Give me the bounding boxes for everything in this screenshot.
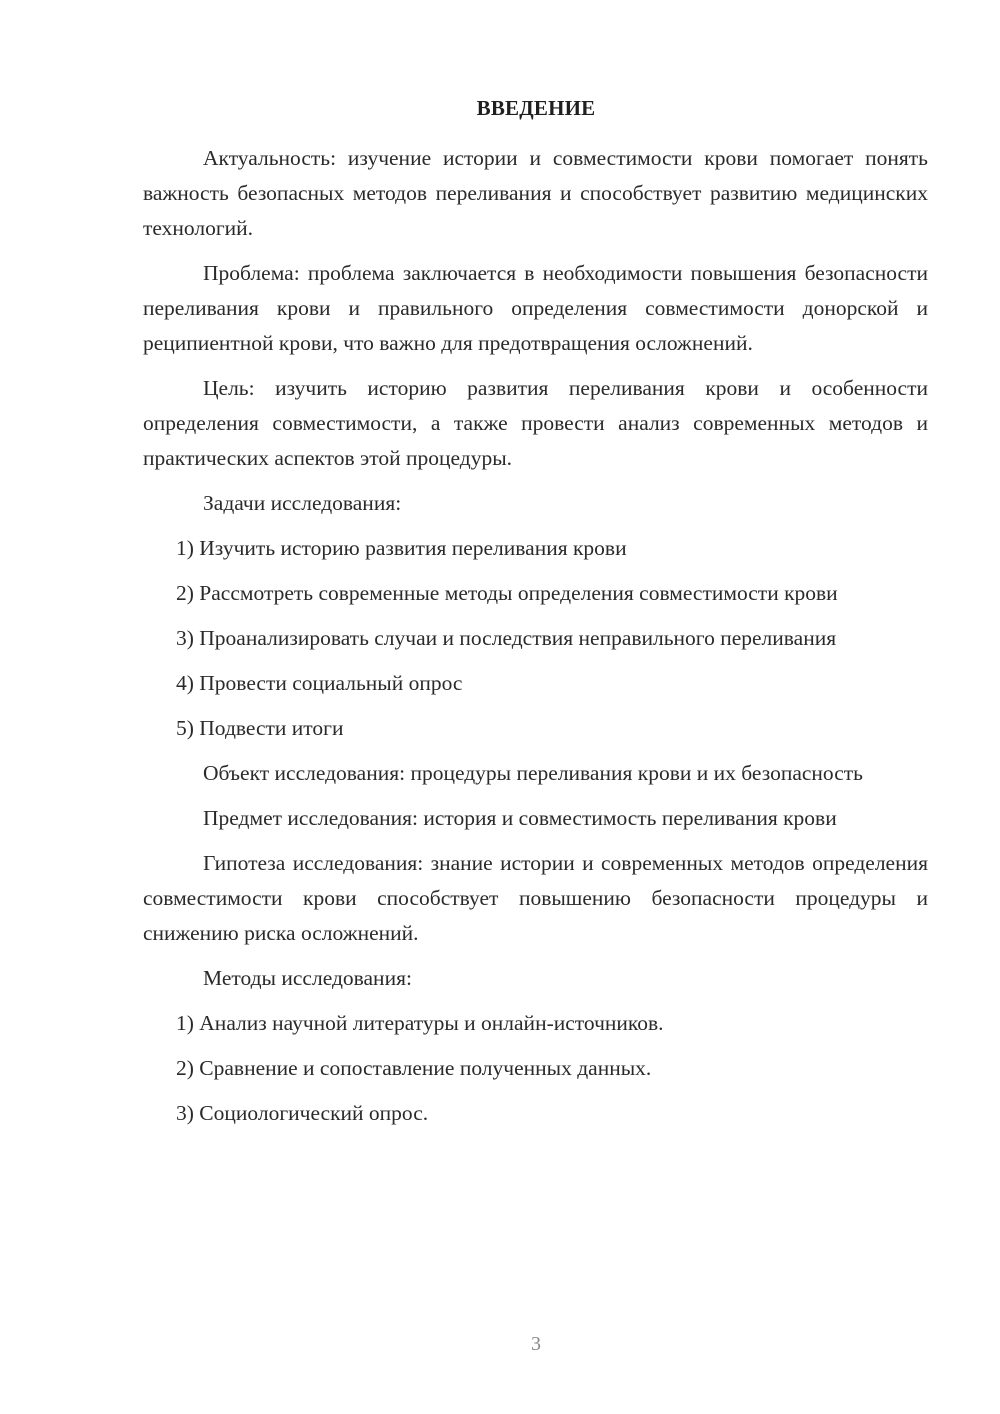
- task-item-2: 2) Рассмотреть современные методы определения совместимости крови: [176, 581, 838, 605]
- relevance-paragraph: Актуальность: изучение истории и совместимости крови помогает понять важность безопасных методов переливания и способствует развитию медицинских технологий.: [143, 146, 928, 240]
- method-item-2: 2) Сравнение и сопоставление полученных данных.: [176, 1056, 652, 1080]
- task-item-4: 4) Провести социальный опрос: [176, 671, 463, 695]
- task-item-3: 3) Проанализировать случаи и последствия неправильного переливания: [176, 626, 837, 650]
- page-number: 3: [531, 1333, 541, 1355]
- methods-heading: Методы исследования:: [203, 966, 412, 990]
- document-body: [143, 141, 928, 1141]
- tasks-heading: Задачи исследования:: [203, 491, 402, 515]
- method-item-1: 1) Анализ научной литературы и онлайн-источников.: [176, 1011, 664, 1035]
- page-title: ВВЕДЕНИЕ: [476, 96, 596, 120]
- task-item-5: 5) Подвести итоги: [176, 716, 344, 740]
- task-item-1: 1) Изучить историю развития переливания крови: [176, 536, 627, 560]
- goal-paragraph: Цель: изучить историю развития переливания крови и особенности определения совместимости, а также провести анализ современных методов и практических аспектов этой процедуры.: [143, 376, 928, 470]
- subject-paragraph: Предмет исследования: история и совместимость переливания крови: [203, 806, 837, 830]
- hypothesis-paragraph: Гипотеза исследования: знание истории и современных методов определения совместимости крови способствует повышению безопасности процедуры и снижению риска осложнений.: [143, 851, 928, 945]
- problem-paragraph: Проблема: проблема заключается в необходимости повышения безопасности переливания крови и правильного определения совместимости донорской и реципиентной крови, что важно для предотвращения осложнений.: [143, 261, 928, 355]
- method-item-3: 3) Социологический опрос.: [176, 1101, 429, 1125]
- object-paragraph: Объект исследования: процедуры переливания крови и их безопасность: [203, 761, 863, 785]
